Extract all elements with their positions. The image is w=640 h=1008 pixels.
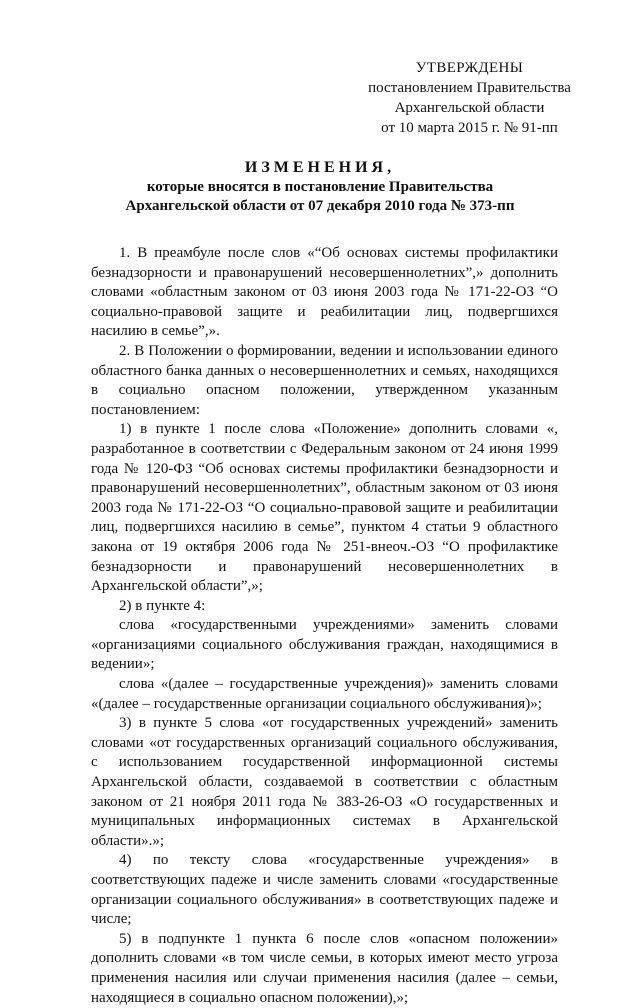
paragraph-2: 2. В Положении о формировании, ведении и использовании единого областного банка данных о несовершеннолетних и семьях, находящихся в социально опасном положении, утвержденном указанным постановлением: — [91, 342, 558, 418]
approval-line-2: Архангельской области — [394, 100, 545, 116]
approval-line-1: постановлением Правительства — [368, 80, 571, 96]
heading-title: ИЗМЕНЕНИЯ, — [244, 159, 396, 176]
paragraph-2-3: 3) в пункте 5 слова «от государственных учреждений» заменить словами «от государственных организаций социального обслуживания, с использованием государственной информационной системы Архангельской области, создаваемой в соответствии с областным законом от 21 ноября 2011 года № 383-26-ОЗ «О государственных и муниципальных информационных системах в Архангельской области».»; — [91, 715, 558, 849]
approval-block — [362, 58, 577, 138]
approval-line-3: от 10 марта 2015 г. № 91-пп — [381, 120, 558, 136]
paragraph-1: 1. В преамбуле после слов «“Об основах системы профилактики безнадзорности и правонарушений несовершеннолетних”,» дополнить словами «областным законом от 03 июня 2003 года № 171-22-ОЗ “О социально-правовой защите и реабилитации лиц, подвергшихся насилию в семье”,». — [91, 245, 558, 340]
document-body — [91, 244, 558, 1008]
paragraph-2-5: 5) в подпункте 1 пункта 6 после слов «опасном положении» дополнить словами «в том числе семьи, в которых имеют место угроза применения насилия или случаи применения насилия (далее – семьи, находящиеся в социально опасном положении),»; — [91, 930, 558, 1006]
paragraph-2-4: 4) по тексту слова «государственные учреждения» в соответствующих падеже и числе заменить словами «государственные организации социального обслуживания» в соответствующих падеже и числе; — [91, 852, 558, 928]
paragraph-2-2-b: слова «(далее – государственные учреждения)» заменить словами «(далее – государственные организации социального обслуживания)»; — [91, 676, 558, 712]
approval-title: УТВЕРЖДЕНЫ — [415, 60, 524, 76]
heading-line-2: Архангельской области от 07 декабря 2010 года № 373-пп — [125, 198, 515, 214]
heading-line-1: которые вносятся в постановление Правительства — [146, 179, 494, 195]
paragraph-2-2: 2) в пункте 4: — [119, 597, 206, 614]
paragraph-2-1: 1) в пункте 1 после слова «Положение» дополнить словами «, разработанное в соответствии с Федеральным законом от 24 июня 1999 года № 120-ФЗ “Об основах системы профилактики безнадзорности и правонарушений несовершеннолетних”, областным законом от 03 июня 2003 года № 171-22-ОЗ “О социально-правовой защите и реабилитации лиц, подвергшихся насилию в семье”, пунктом 4 статьи 9 областного закона от 19 октября 2006 года № 251-внеоч.-ОЗ “О профилактике безнадзорности и правонарушений несовершеннолетних в Архангельской области”,»; — [91, 421, 558, 595]
paragraph-2-2-a: слова «государственными учреждениями» заменить словами «организациями социального обслуживания граждан, находящимися в ведении»; — [91, 617, 558, 673]
document-heading — [80, 158, 560, 216]
